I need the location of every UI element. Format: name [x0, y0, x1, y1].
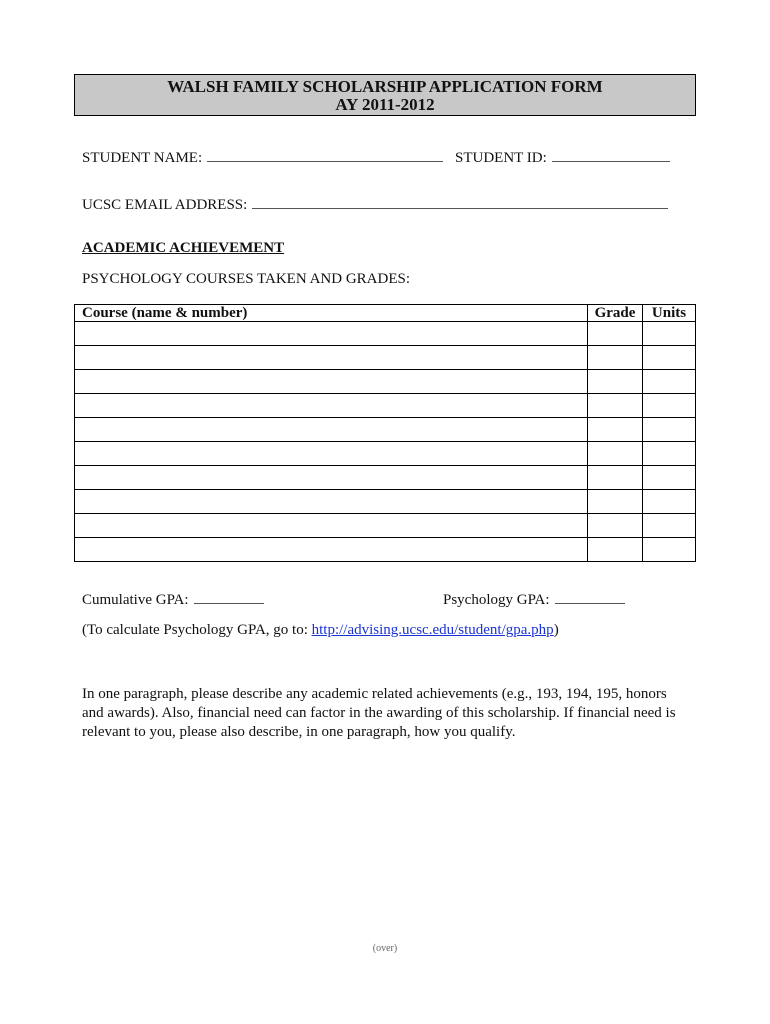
table-row: [75, 346, 696, 370]
course-cell[interactable]: [75, 418, 588, 442]
course-column-header: Course (name & number): [75, 305, 588, 322]
grade-cell[interactable]: [588, 322, 643, 346]
student-id-blank[interactable]: [552, 149, 670, 162]
units-cell[interactable]: [643, 394, 696, 418]
table-row: [75, 370, 696, 394]
grade-cell[interactable]: [588, 490, 643, 514]
courses-subheading: PSYCHOLOGY COURSES TAKEN AND GRADES:: [82, 271, 411, 287]
course-cell[interactable]: [75, 514, 588, 538]
student-name-label: STUDENT NAME:: [82, 150, 203, 166]
grade-cell[interactable]: [588, 418, 643, 442]
table-row: [75, 466, 696, 490]
psychology-gpa-label: Psychology GPA:: [443, 592, 550, 608]
cumulative-gpa-label: Cumulative GPA:: [82, 592, 189, 608]
course-cell[interactable]: [75, 538, 588, 562]
units-cell[interactable]: [643, 370, 696, 394]
grade-cell[interactable]: [588, 538, 643, 562]
course-cell[interactable]: [75, 466, 588, 490]
cumulative-gpa-field[interactable]: [82, 591, 264, 609]
form-title: WALSH FAMILY SCHOLARSHIP APPLICATION FORM: [167, 77, 603, 96]
table-row: [75, 514, 696, 538]
course-cell[interactable]: [75, 370, 588, 394]
achievements-instructions: In one paragraph, please describe any academic related achievements (e.g., 193, 194, 195, honors and awards). Also, financial need can factor in the awarding of this scholarship. If financial need is relevant to you, please also describe, in one paragraph, how you qualify.: [82, 686, 676, 740]
student-name-field[interactable]: [82, 149, 443, 167]
email-blank[interactable]: [252, 196, 668, 209]
units-column-header: Units: [643, 305, 696, 322]
student-id-label: STUDENT ID:: [455, 150, 547, 166]
course-cell[interactable]: [75, 346, 588, 370]
course-cell[interactable]: [75, 394, 588, 418]
grade-cell[interactable]: [588, 394, 643, 418]
course-cell[interactable]: [75, 322, 588, 346]
grade-cell[interactable]: [588, 466, 643, 490]
units-cell[interactable]: [643, 442, 696, 466]
course-cell[interactable]: [75, 442, 588, 466]
courses-table-header: [75, 305, 696, 322]
grade-cell[interactable]: [588, 514, 643, 538]
grade-cell[interactable]: [588, 442, 643, 466]
student-name-blank[interactable]: [207, 149, 443, 162]
table-row: [75, 490, 696, 514]
gpa-calc-note: [82, 622, 559, 639]
table-row: [75, 538, 696, 562]
table-row: [75, 394, 696, 418]
academic-achievement-heading: ACADEMIC ACHIEVEMENT: [82, 240, 285, 256]
units-cell[interactable]: [643, 538, 696, 562]
units-cell[interactable]: [643, 466, 696, 490]
grade-cell[interactable]: [588, 370, 643, 394]
cumulative-gpa-blank[interactable]: [194, 591, 264, 604]
units-cell[interactable]: [643, 346, 696, 370]
form-title-box: [74, 74, 696, 116]
gpa-calc-suffix: ): [553, 622, 559, 638]
table-row: [75, 418, 696, 442]
email-field[interactable]: [82, 196, 668, 214]
units-cell[interactable]: [643, 418, 696, 442]
psychology-gpa-blank[interactable]: [555, 591, 625, 604]
table-row: [75, 442, 696, 466]
courses-table: [74, 304, 696, 562]
psychology-gpa-field[interactable]: [443, 591, 625, 609]
units-cell[interactable]: [643, 490, 696, 514]
table-row: [75, 322, 696, 346]
grade-cell[interactable]: [588, 346, 643, 370]
page-over-note: (over): [372, 943, 398, 954]
course-cell[interactable]: [75, 490, 588, 514]
gpa-calc-prefix: (To calculate Psychology GPA, go to:: [82, 622, 312, 638]
grade-column-header: Grade: [588, 305, 643, 322]
email-label: UCSC EMAIL ADDRESS:: [82, 197, 248, 213]
academic-year: AY 2011-2012: [335, 95, 435, 114]
gpa-calculator-link[interactable]: http://advising.ucsc.edu/student/gpa.php: [311, 622, 554, 638]
units-cell[interactable]: [643, 322, 696, 346]
units-cell[interactable]: [643, 514, 696, 538]
student-id-field[interactable]: [455, 149, 670, 167]
